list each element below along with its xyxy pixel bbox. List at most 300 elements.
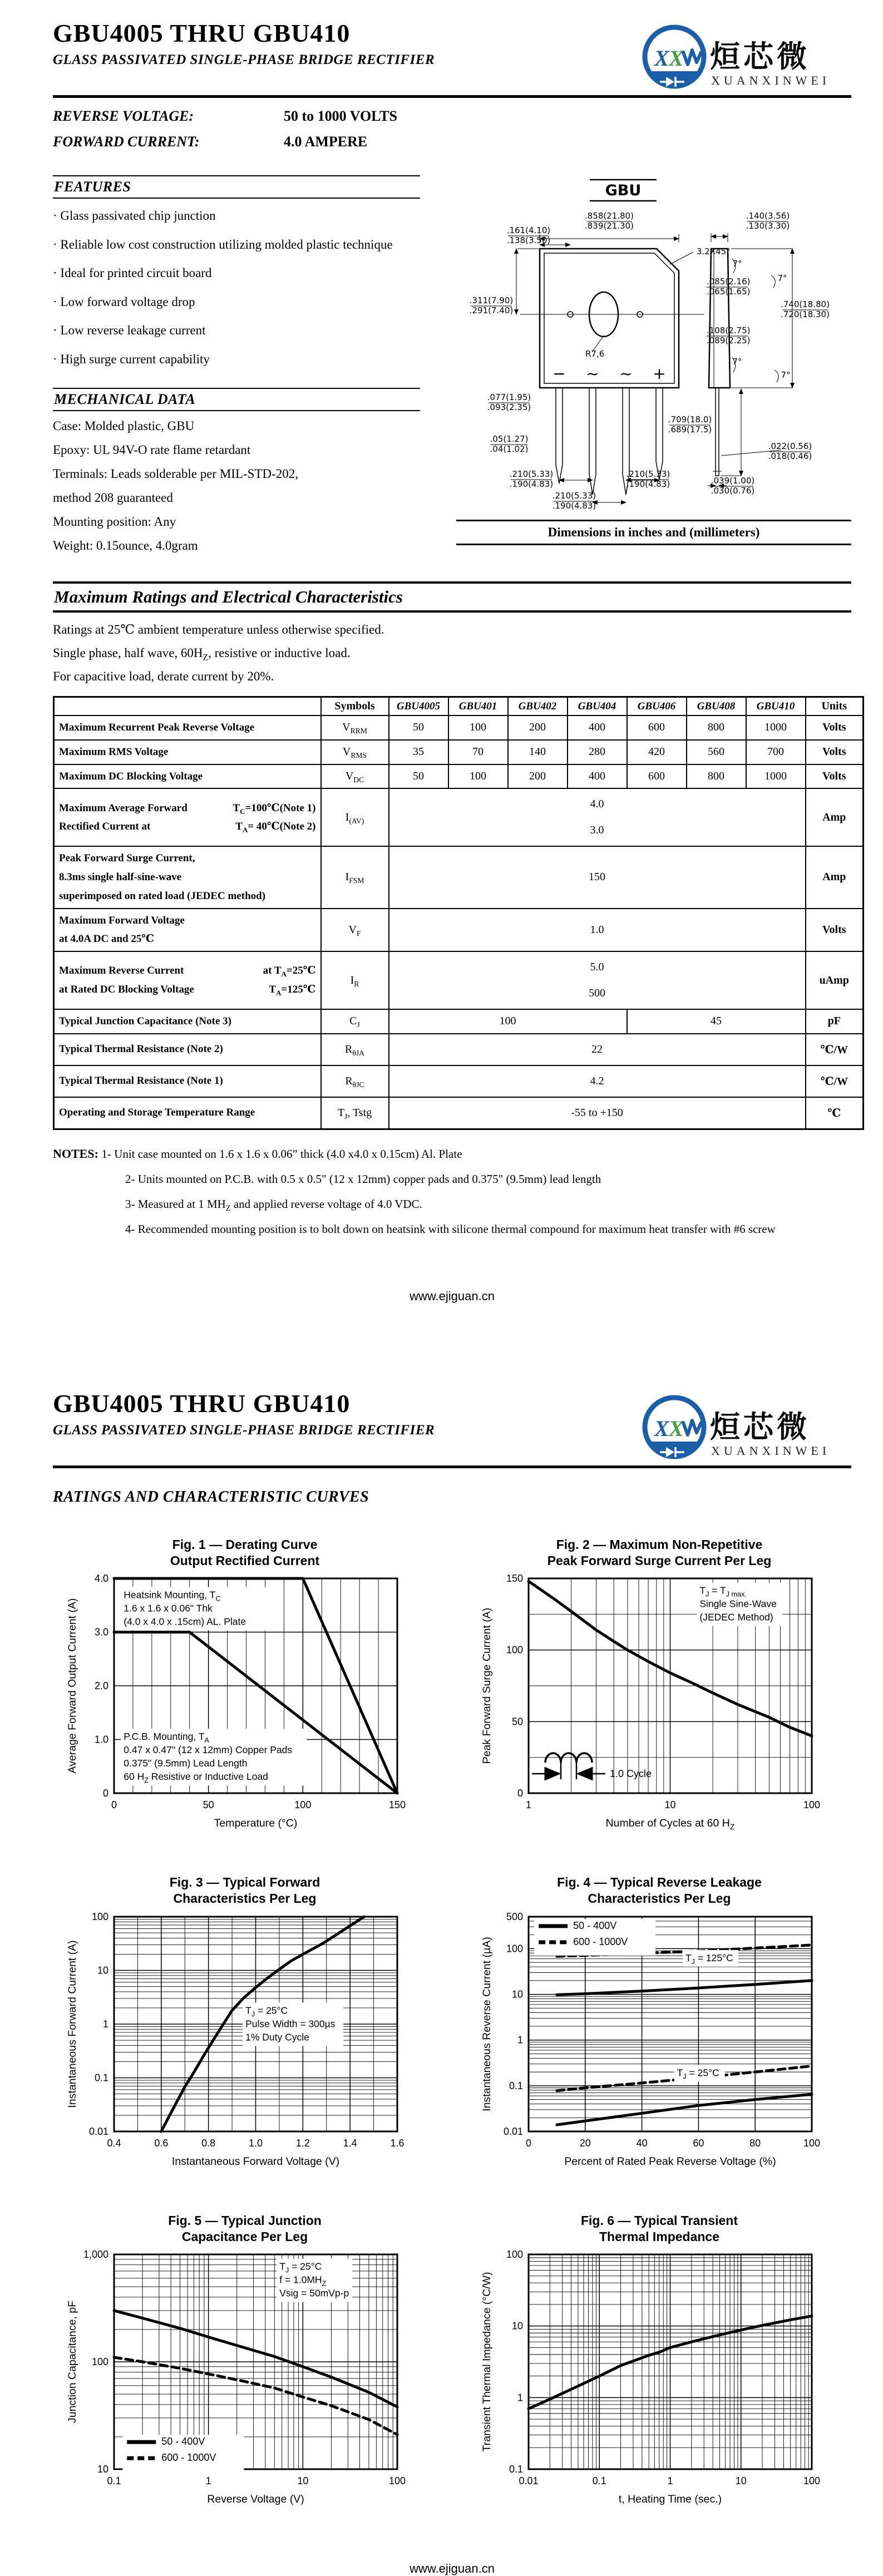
dimension-label: 7° bbox=[732, 259, 742, 269]
package-name: GBU bbox=[605, 182, 642, 199]
x-tick-label: 0 bbox=[111, 1799, 117, 1811]
y-tick-label: 0.1 bbox=[509, 2464, 523, 2475]
table-value-cell: 4.0 3.0 bbox=[389, 788, 806, 846]
annotation bbox=[121, 1587, 272, 1631]
x-tick-label: 1.4 bbox=[343, 2137, 357, 2149]
logo-letter-x1: X bbox=[654, 46, 669, 71]
y-axis-label: Peak Forward Surge Current (A) bbox=[481, 1607, 493, 1764]
x-axis-label: Number of Cycles at 60 $H_Z$ bbox=[605, 1817, 735, 1830]
chart-title: Fig. 1 — Derating Curve Output Rectified Current bbox=[170, 1537, 320, 1568]
dimension-label: .030(0.76) bbox=[711, 486, 755, 496]
x-tick-label: 40 bbox=[636, 2137, 648, 2149]
table-value-cell: 100 bbox=[448, 764, 508, 789]
table-value-cell: 800 bbox=[687, 764, 746, 789]
y-axis-label: Average Forward Output Current (A) bbox=[66, 1598, 78, 1774]
table-row bbox=[54, 715, 864, 740]
dimension-label: .018(0.46) bbox=[768, 451, 812, 461]
features-list bbox=[53, 206, 420, 369]
table-value-cell: -55 to +150 bbox=[389, 1097, 806, 1129]
header bbox=[53, 1370, 851, 1462]
table-symbol-cell: $V_F$ bbox=[321, 909, 389, 952]
table-value-cell: 100 bbox=[448, 715, 508, 740]
series-line bbox=[114, 2357, 397, 2435]
y-tick-label: 1 bbox=[517, 2392, 523, 2404]
figure-fig2 bbox=[476, 1537, 843, 1833]
annotation-line: $T_J = T_{J max.}$ bbox=[699, 1585, 747, 1598]
table-row bbox=[54, 846, 864, 908]
feature-item: · High surge current capability bbox=[53, 350, 420, 369]
x-tick-label: 100 bbox=[388, 2475, 406, 2487]
x-tick-label: 1.6 bbox=[390, 2137, 404, 2149]
table-header-cell: GBU406 bbox=[627, 697, 687, 716]
table-units-cell: ℃ bbox=[806, 1097, 864, 1129]
x-axis-label: t, Heating Time (sec.) bbox=[618, 2493, 722, 2506]
chart-svg bbox=[61, 2247, 406, 2506]
dimension-label: .311(7.90) bbox=[469, 295, 514, 305]
table-symbol-cell: $V_{RMS}$ bbox=[321, 740, 389, 764]
x-tick-label: 0.1 bbox=[592, 2475, 606, 2487]
logo-letter-x2: X bbox=[669, 1415, 684, 1441]
x-axis-label: Temperature (°C) bbox=[214, 1817, 298, 1830]
table-row bbox=[54, 909, 864, 952]
package-drawing bbox=[456, 171, 846, 515]
annotation-line: 1% Duty Cycle bbox=[245, 2031, 309, 2043]
spec-summary bbox=[53, 103, 851, 154]
legend bbox=[534, 1919, 655, 1956]
x-tick-label: 0.1 bbox=[107, 2475, 121, 2487]
page-title: GBU4005 THRU GBU410 bbox=[53, 19, 351, 47]
table-symbol-cell: $C_J$ bbox=[321, 1009, 389, 1034]
y-tick-label: 1 bbox=[517, 2034, 523, 2046]
table-symbol-cell: $I_R$ bbox=[321, 951, 389, 1009]
spec-label: FORWARD CURRENT: bbox=[53, 133, 200, 150]
table-units-cell: uAmp bbox=[806, 951, 864, 1009]
feature-item: · Low reverse leakage current bbox=[53, 321, 420, 340]
legend-label: 600 - 1000V bbox=[573, 1936, 628, 1947]
minus-mark: − bbox=[553, 364, 566, 383]
figure-fig1 bbox=[61, 1537, 428, 1833]
table-value-cell: 1000 bbox=[746, 715, 806, 740]
table-value-cell: 35 bbox=[389, 740, 448, 764]
x-tick-label: 10 bbox=[664, 1799, 676, 1811]
x-tick-label: 20 bbox=[579, 2137, 591, 2149]
x-tick-label: 0.01 bbox=[519, 2475, 539, 2487]
table-value-cell: 22 bbox=[389, 1034, 806, 1065]
dimension-label: .210(5.33) bbox=[626, 469, 670, 479]
table-label-cell: Maximum Recurrent Peak Reverse Voltage bbox=[54, 715, 321, 740]
dimension-label: .089(2.25) bbox=[707, 335, 751, 346]
features-heading: FEATURES bbox=[53, 175, 420, 199]
footer-link[interactable]: www.ejiguan.cn bbox=[410, 2562, 495, 2576]
dimensions-caption: Dimensions in inches and (millimeters) bbox=[456, 520, 851, 545]
feature-item: · Glass passivated chip junction bbox=[53, 206, 420, 226]
annotation bbox=[697, 1583, 782, 1626]
table-value-cell: 600 bbox=[627, 715, 687, 740]
header-rule bbox=[53, 1465, 851, 1468]
figure-fig5 bbox=[61, 2213, 428, 2509]
table-value-cell: 280 bbox=[568, 740, 627, 764]
dimension-label: .210(5.33) bbox=[509, 469, 554, 479]
table-value-cell: 600 bbox=[627, 764, 687, 789]
feature-item: · Ideal for printed circuit board bbox=[53, 264, 420, 283]
dimension-label: .161(4.10) bbox=[506, 225, 551, 235]
dimension-label: .108(2.75) bbox=[707, 325, 751, 335]
table-label-cell: Typical Thermal Resistance (Note 1) bbox=[54, 1065, 321, 1097]
y-tick-label: 0 bbox=[517, 1788, 523, 1799]
condition-line: For capacitive load, derate current by 20%. bbox=[53, 669, 274, 683]
table-value-cell: 140 bbox=[508, 740, 568, 764]
y-tick-label: 100 bbox=[506, 2249, 523, 2261]
table-label-cell: Typical Junction Capacitance (Note 3) bbox=[54, 1009, 321, 1034]
table-label-cell: Maximum Average Forward $T_C=100℃(Note$ 1) Rectified Current at $T_A=$ 40℃(Note 2) bbox=[54, 788, 321, 846]
annotation-line: 0.375" (9.5mm) Lead Length bbox=[124, 1758, 248, 1769]
mechanical-line: Terminals: Leads solderable per MIL-STD-202, bbox=[53, 467, 299, 481]
table-symbol-cell: $I_{(AV)}$ bbox=[321, 788, 389, 846]
chart-title: Fig. 4 — Typical Reverse Leakage Characteristics Per Leg bbox=[557, 1875, 762, 1906]
dimension-label: .04(1.02) bbox=[490, 444, 529, 454]
series bbox=[557, 1945, 812, 2125]
note-item: 4- Recommended mounting position is to bolt down on heatsink with silicone thermal compound for maximum heat transfer with #6 screw bbox=[125, 1222, 776, 1236]
table-value-cell: 5.0 500 bbox=[389, 951, 806, 1009]
table-row bbox=[54, 788, 864, 846]
dimension-label: .039(1.00) bbox=[711, 476, 755, 486]
x-axis-label: Percent of Rated Peak Reverse Voltage (%) bbox=[564, 2155, 776, 2168]
chart-svg bbox=[476, 1909, 821, 2168]
annotation-line: (JEDEC Method) bbox=[699, 1611, 773, 1623]
legend-label: 600 - 1000V bbox=[161, 2452, 216, 2464]
y-tick-label: 100 bbox=[506, 1943, 523, 1955]
x-tick-label: 0.8 bbox=[201, 2137, 216, 2149]
table-row bbox=[54, 1009, 864, 1034]
note-item: NOTES: 1- Unit case mounted on 1.6 x 1.6 x 0.06” thick (4.0 x4.0 x 0.15cm) Al. Plate bbox=[53, 1146, 462, 1161]
brand-logo-graphic bbox=[640, 1393, 851, 1462]
x-tick-label: 100 bbox=[803, 2137, 821, 2149]
y-tick-label: 100 bbox=[91, 1911, 108, 1922]
table-header-cell: GBU402 bbox=[508, 697, 568, 716]
table-label-cell: Peak Forward Surge Current, 8.3ms single half-sine-wave superimposed on rated load (JEDEC method) bbox=[54, 846, 321, 908]
y-tick-label: 4.0 bbox=[94, 1573, 108, 1585]
footer bbox=[53, 1289, 851, 1304]
annotation-line: (4.0 x 4.0 x .15cm) AL. Plate bbox=[124, 1616, 246, 1627]
dimension-label: .065(1.65) bbox=[707, 287, 751, 297]
x-tick-label: 0 bbox=[525, 2137, 532, 2149]
mechanical-data bbox=[53, 419, 420, 553]
annotation-line: $T_J = 25^\circ C$ bbox=[677, 2067, 719, 2081]
annotation bbox=[121, 1729, 307, 1785]
x-tick-label: 1.2 bbox=[295, 2137, 310, 2149]
table-units-cell: Volts bbox=[806, 764, 864, 789]
table-label-cell: Operating and Storage Temperature Range bbox=[54, 1097, 321, 1129]
y-tick-label: 0.01 bbox=[503, 2125, 523, 2137]
logo-chinese-text: 烜芯微 bbox=[710, 39, 810, 74]
logo-latin-text: XUANXINWEI bbox=[711, 1443, 831, 1458]
table-value-cell: 1.0 bbox=[389, 909, 806, 952]
series bbox=[114, 2311, 397, 2435]
table-symbol-cell: $R_{\theta JC}$ bbox=[321, 1065, 389, 1097]
logo-letter-x1: X bbox=[654, 1415, 669, 1441]
spec-value: 4.0 AMPERE bbox=[284, 133, 368, 150]
body-columns bbox=[53, 171, 851, 562]
y-tick-label: 0.1 bbox=[94, 2072, 108, 2084]
header-titles bbox=[53, 20, 435, 68]
table-value-cell: 400 bbox=[568, 764, 627, 789]
feature-item: · Low forward voltage drop bbox=[53, 293, 420, 312]
lead bbox=[556, 388, 563, 483]
table-units-cell: ℃/W bbox=[806, 1065, 864, 1097]
table-units-cell: Volts bbox=[806, 740, 864, 764]
condition-line: Single phase, half wave, $60H_Z$, resistive or inductive load. bbox=[53, 646, 351, 663]
y-axis-label: Instantaneous Reverse Current (µA) bbox=[481, 1936, 493, 2111]
table-symbol-cell: $V_{DC}$ bbox=[321, 764, 389, 789]
x-tick-label: 150 bbox=[388, 1799, 406, 1811]
figure-fig3 bbox=[61, 1874, 428, 2171]
table-value-cell: 800 bbox=[687, 715, 746, 740]
footer bbox=[53, 2562, 851, 2576]
annotation-line: 60 $H_Z$ Resistive or Inductive Load bbox=[124, 1771, 268, 1785]
dimension-label: 7° bbox=[732, 357, 742, 367]
x-axis-label: Reverse Voltage (V) bbox=[207, 2493, 304, 2506]
spec-value: 50 to 1000 VOLTS bbox=[284, 108, 397, 124]
table-row bbox=[54, 1097, 864, 1129]
cycle-label: 1.0 Cycle bbox=[610, 1768, 652, 1780]
y-tick-label: 1,000 bbox=[83, 2249, 108, 2261]
mechanical-line: Case: Molded plastic, GBU bbox=[53, 419, 195, 433]
dimension-label: .210(5.33) bbox=[552, 491, 596, 501]
brand-logo-graphic bbox=[640, 22, 851, 92]
x-tick-label: 60 bbox=[693, 2137, 704, 2149]
left-column bbox=[53, 171, 420, 562]
chart-title: Fig. 6 — Typical Transient Thermal Impedance bbox=[580, 2213, 738, 2244]
table-units-cell: pF bbox=[806, 1009, 864, 1034]
y-tick-label: 0.1 bbox=[509, 2080, 523, 2091]
y-tick-label: 50 bbox=[511, 1716, 523, 1728]
y-axis-label: Junction Capacitance, pF bbox=[66, 2301, 78, 2424]
brand-logo bbox=[640, 22, 851, 92]
dimension-label: .130(3.30) bbox=[746, 221, 790, 231]
table-row bbox=[54, 740, 864, 764]
table-value-cell: 4.2 bbox=[389, 1065, 806, 1097]
x-axis-label: Instantaneous Forward Voltage (V) bbox=[171, 2155, 340, 2168]
y-tick-label: 150 bbox=[506, 1573, 523, 1585]
y-tick-label: 0 bbox=[102, 1788, 108, 1799]
annotation-line: $f = 1.0MH_Z$ bbox=[279, 2274, 327, 2288]
table-value-cell: 100 bbox=[389, 1009, 627, 1034]
table-value-cell: 400 bbox=[568, 715, 627, 740]
y-axis-label: Instantaneous Forward Current (A) bbox=[66, 1940, 78, 2108]
table-value-cell: 1000 bbox=[746, 764, 806, 789]
table-label-cell: Maximum Forward Voltage at 4.0A DC and 25℃ bbox=[54, 909, 321, 952]
y-tick-label: 0.01 bbox=[88, 2125, 108, 2137]
y-tick-label: 1 bbox=[102, 2018, 108, 2030]
table-label-cell: Maximum RMS Voltage bbox=[54, 740, 321, 764]
annotation-line: $T_J = 125^\circ C$ bbox=[685, 1952, 733, 1966]
dimension-label: 7° bbox=[781, 370, 791, 380]
dimension-label: .085(2.16) bbox=[707, 277, 751, 287]
table-value-cell: 560 bbox=[687, 740, 746, 764]
logo-chord bbox=[649, 1442, 701, 1457]
table-value-cell: 200 bbox=[508, 715, 568, 740]
table-value-cell: 150 bbox=[389, 846, 806, 908]
table-label-cell: Maximum Reverse Current at $T_A=25℃$ at Rated DC Blocking Voltage $T_A=125℃$ bbox=[54, 951, 321, 1009]
y-tick-label: 10 bbox=[511, 1988, 523, 2000]
series-line bbox=[114, 2311, 397, 2407]
table-header-cell: GBU4005 bbox=[389, 697, 448, 716]
sine-cycle-icon bbox=[532, 1753, 652, 1779]
chart-title: Fig. 5 — Typical Junction Capacitance Per Leg bbox=[168, 2213, 322, 2244]
dimension-labels bbox=[470, 211, 830, 511]
legend bbox=[122, 2435, 244, 2471]
x-tick-label: 0.4 bbox=[107, 2137, 121, 2149]
legend-label: 50 - 400V bbox=[573, 1919, 617, 1931]
mechanical-line: Mounting position: Any bbox=[53, 515, 176, 529]
table-value-cell: 700 bbox=[746, 740, 806, 764]
logo-chinese-text: 烜芯微 bbox=[710, 1409, 810, 1444]
header bbox=[53, 0, 851, 92]
y-tick-label: 3.0 bbox=[94, 1626, 108, 1638]
y-tick-label: 2.0 bbox=[94, 1680, 108, 1692]
annotation bbox=[674, 2065, 725, 2081]
header-rule bbox=[53, 95, 851, 98]
table-units-cell: Volts bbox=[806, 715, 864, 740]
annotation-line: 1.6 x 1.6 x 0.06" Thk bbox=[124, 1602, 213, 1614]
annotation-line: Vsig = 50mVp-p bbox=[279, 2287, 349, 2299]
lead bbox=[656, 388, 663, 480]
dimension-label: .140(3.56) bbox=[746, 211, 790, 221]
annotation-line: P.C.B. Mounting, $T_A$ bbox=[124, 1731, 209, 1745]
feature-item: · Reliable low cost construction utilizing molded plastic technique bbox=[53, 235, 420, 255]
x-tick-label: 0.6 bbox=[154, 2137, 169, 2149]
page-break bbox=[0, 1304, 883, 1370]
header-titles bbox=[53, 1390, 435, 1438]
table-value-cell: 200 bbox=[508, 764, 568, 789]
dimension-label: R7,6 bbox=[585, 349, 605, 359]
condition-line: Ratings at 25℃ ambient temperature unless otherwise specified. bbox=[53, 623, 384, 636]
y-tick-label: 100 bbox=[91, 2356, 108, 2368]
table-value-cell: 50 bbox=[389, 715, 448, 740]
page-2 bbox=[0, 1370, 883, 2576]
dimension-label: .022(0.56) bbox=[768, 441, 812, 451]
y-tick-label: 1.0 bbox=[94, 1734, 108, 1745]
page-subtitle: GLASS PASSIVATED SINGLE-PHASE BRIDGE RECTIFIER bbox=[53, 52, 435, 68]
table-symbol-cell: $V_{RRM}$ bbox=[321, 715, 389, 740]
rating-conditions bbox=[53, 623, 851, 684]
dimension-label: .190(4.83) bbox=[509, 479, 554, 489]
dimension-label: .077(1.95) bbox=[487, 392, 531, 402]
x-tick-label: 1 bbox=[667, 2475, 673, 2487]
notes-section bbox=[53, 1147, 851, 1236]
table-units-cell: ℃/W bbox=[806, 1034, 864, 1065]
y-tick-label: 10 bbox=[97, 1965, 108, 1976]
annotation bbox=[277, 2259, 352, 2302]
table-symbol-cell: $T_J$, Tstg bbox=[321, 1097, 389, 1129]
dimension-label: .839(21.30) bbox=[584, 221, 634, 231]
table-units-cell: Volts bbox=[806, 909, 864, 952]
annotation bbox=[243, 2002, 343, 2046]
annotation-line: Heatsink Mounting, $T_C$ bbox=[124, 1589, 221, 1603]
dimension-label: .720(18.30) bbox=[780, 309, 830, 319]
y-tick-label: 100 bbox=[506, 1644, 523, 1656]
table-row bbox=[54, 951, 864, 1009]
y-tick-label: 10 bbox=[97, 2464, 108, 2475]
logo-latin-text: XUANXINWEI bbox=[711, 73, 831, 87]
legend-label: 50 - 400V bbox=[161, 2436, 205, 2447]
annotation-line: $T_J = 25^\circ C$ bbox=[245, 2005, 288, 2019]
dimension-label: .709(18.0) bbox=[668, 414, 712, 425]
spec-label: REVERSE VOLTAGE: bbox=[53, 108, 194, 124]
table-header-cell: GBU408 bbox=[687, 697, 746, 716]
table-header-cell: Symbols bbox=[321, 697, 389, 716]
mechanical-line: Epoxy: UL 94V-O rate flame retardant bbox=[53, 443, 251, 457]
logo-letter-x2: X bbox=[669, 46, 684, 71]
chart-title: Fig. 3 — Typical Forward Characteristics Per Leg bbox=[169, 1875, 320, 1906]
ac-mark: ~ bbox=[619, 364, 633, 383]
spec-row bbox=[53, 103, 851, 129]
annotation-line: Single Sine-Wave bbox=[699, 1598, 777, 1610]
table-row bbox=[54, 764, 864, 789]
curves-heading: RATINGS AND CHARACTERISTIC CURVES bbox=[53, 1488, 369, 1506]
figure-fig6 bbox=[476, 2213, 843, 2509]
table-header-cell: Units bbox=[806, 697, 864, 716]
spec-row bbox=[53, 129, 851, 155]
y-tick-label: 500 bbox=[506, 1911, 523, 1922]
page-subtitle: GLASS PASSIVATED SINGLE-PHASE BRIDGE RECTIFIER bbox=[53, 1423, 435, 1438]
x-tick-label: 80 bbox=[749, 2137, 761, 2149]
x-tick-label: 1 bbox=[205, 2475, 211, 2487]
table-header-cell bbox=[54, 697, 321, 716]
dimension-label: .689(17.5) bbox=[668, 425, 712, 435]
dimension-label: 7° bbox=[777, 273, 787, 283]
notes-heading: NOTES: bbox=[53, 1146, 102, 1161]
dimension-label: .05(1.27) bbox=[490, 434, 529, 444]
ratings-heading: Maximum Ratings and Electrical Characteristics bbox=[53, 581, 851, 613]
x-tick-label: 100 bbox=[803, 1799, 821, 1811]
dimension-label: 3.2X45° bbox=[697, 246, 731, 256]
table-symbol-cell: $R_{\theta JA}$ bbox=[321, 1034, 389, 1065]
x-tick-label: 100 bbox=[803, 2475, 821, 2487]
table-value-cell: 70 bbox=[448, 740, 508, 764]
grid bbox=[529, 2254, 812, 2469]
dimension-label: .740(18.80) bbox=[780, 299, 830, 309]
table-header-cell: GBU401 bbox=[448, 697, 508, 716]
chart-svg bbox=[476, 2247, 821, 2506]
table-header-cell: GBU404 bbox=[568, 697, 627, 716]
x-tick-label: 10 bbox=[297, 2475, 309, 2487]
table-value-cell: 420 bbox=[627, 740, 687, 764]
table-symbol-cell: $I_{FSM}$ bbox=[321, 846, 389, 908]
y-axis-label: Transient Thermal Impedance (°C/W) bbox=[481, 2272, 493, 2452]
table-value-cell: 50 bbox=[389, 764, 448, 789]
package-side-view bbox=[709, 249, 730, 388]
dimension-label: .138(3.50) bbox=[506, 235, 551, 245]
package-column bbox=[456, 171, 851, 562]
dimension-label: .858(21.80) bbox=[584, 211, 634, 221]
annotation-line: Pulse Width = 300µs bbox=[245, 2018, 336, 2030]
mechanical-heading: MECHANICAL DATA bbox=[53, 388, 420, 411]
table-label-cell: Typical Thermal Resistance (Note 2) bbox=[54, 1034, 321, 1065]
dimension-label: .093(2.35) bbox=[487, 402, 531, 412]
table-value-cell: 45 bbox=[627, 1009, 806, 1034]
lead bbox=[589, 388, 596, 495]
table-header-cell: GBU410 bbox=[746, 697, 806, 716]
ratings-table bbox=[53, 696, 864, 1130]
note-item: 3- Measured at 1 $MH_Z$ and applied reverse voltage of 4.0 VDC. bbox=[125, 1197, 422, 1213]
y-tick-label: 10 bbox=[511, 2320, 523, 2332]
x-tick-label: 1 bbox=[525, 1799, 532, 1811]
page-title: GBU4005 THRU GBU410 bbox=[53, 1389, 351, 1418]
chart-title: Fig. 2 — Maximum Non-Repetitive Peak Forward Surge Current Per Leg bbox=[547, 1537, 772, 1568]
characteristic-charts bbox=[53, 1537, 851, 2509]
footer-link[interactable]: www.ejiguan.cn bbox=[410, 1289, 495, 1303]
